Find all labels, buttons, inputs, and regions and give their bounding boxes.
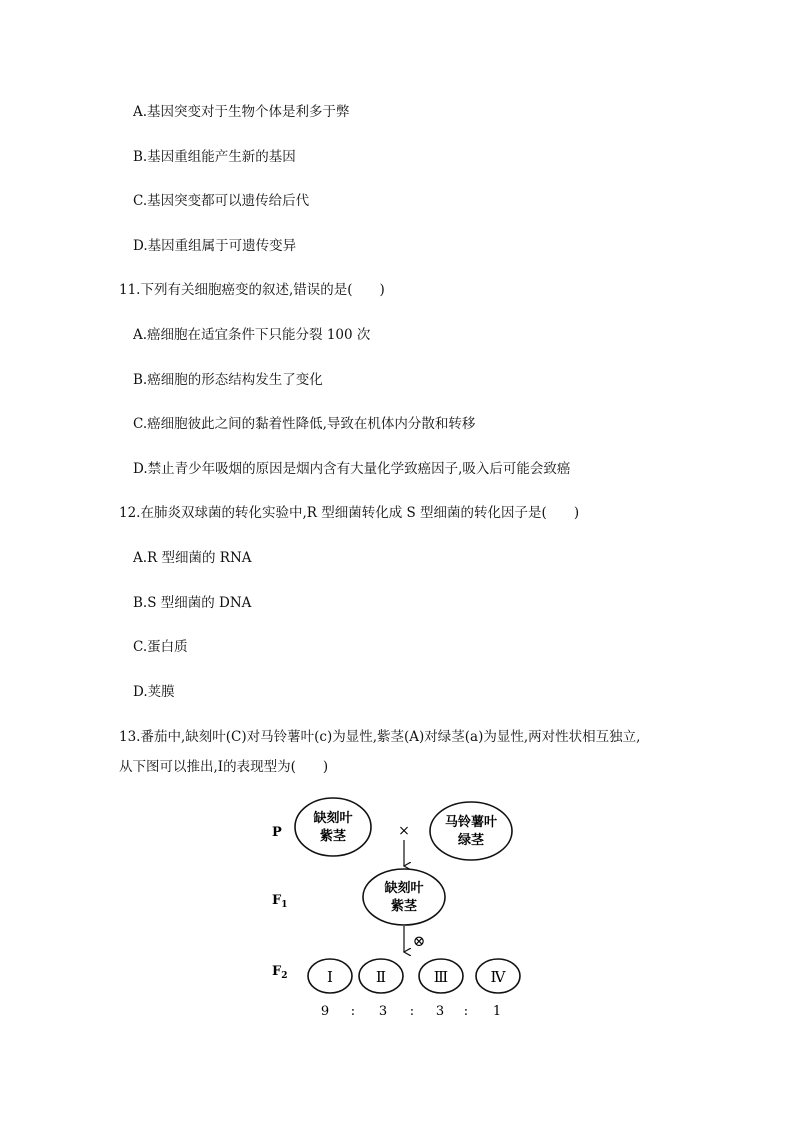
generation-label-f1: $F_1$ — [272, 893, 288, 910]
q11-option-b: B.癌细胞的形态结构发生了变化 — [133, 372, 323, 388]
q11-stem: 11.下列有关细胞癌变的叙述,错误的是( ) — [119, 282, 385, 298]
q13-stem-line2: 从下图可以推出,Ⅰ的表现型为( ) — [119, 759, 329, 775]
f2-label-3: Ⅲ — [433, 968, 449, 986]
f1-stem: 紫茎 — [390, 899, 418, 914]
q11-option-c: C.癌细胞彼此之间的黏着性降低,导致在机体内分散和转移 — [133, 416, 476, 432]
f2-label-2: Ⅱ — [375, 968, 387, 986]
ratio-value-3: 3 — [435, 1004, 445, 1019]
q13-stem-line1: 13.番茄中,缺刻叶(C)对马铃薯叶(c)为显性,紫茎(A)对绿茎(a)为显性,两对性状相互独立, — [119, 729, 641, 745]
ratio-separator-3: : — [463, 1004, 469, 1019]
q11-option-d: D.禁止青少年吸烟的原因是烟内含有大量化学致癌因子,吸入后可能会致癌 — [133, 461, 571, 477]
generation-label-p: P — [272, 825, 282, 840]
ratio-value-2: 3 — [378, 1004, 388, 1019]
q10-option-b: B.基因重组能产生新的基因 — [133, 149, 296, 165]
q12-option-c: C.蛋白质 — [133, 639, 188, 655]
f2-phenotype-1 — [308, 959, 352, 993]
f1-leaf: 缺刻叶 — [384, 881, 424, 896]
f1-phenotype — [363, 869, 445, 925]
q10-option-d: D.基因重组属于可遗传变异 — [133, 238, 297, 254]
ratio-value-1: 9 — [320, 1004, 330, 1019]
q12-option-b: B.S 型细菌的 DNA — [133, 595, 252, 611]
cross-symbol: × — [398, 823, 410, 839]
generation-label-f2: $F_2$ — [272, 964, 288, 981]
q10-option-a: A.基因突变对于生物个体是利多于弊 — [133, 104, 350, 120]
selfing-symbol: ⊗ — [412, 932, 426, 950]
parent-2-stem: 绿茎 — [457, 833, 485, 848]
parent-1-leaf: 缺刻叶 — [313, 811, 353, 826]
parent-2-phenotype — [430, 802, 512, 860]
ratio-value-4: 1 — [492, 1004, 502, 1019]
q12-option-a: A.R 型细菌的 RNA — [133, 550, 252, 566]
f2-phenotype-4 — [476, 959, 520, 993]
parent-2-leaf: 马铃薯叶 — [444, 815, 498, 830]
q10-option-c: C.基因突变都可以遗传给后代 — [133, 193, 310, 209]
parent-1-phenotype — [295, 798, 371, 856]
q12-stem: 12.在肺炎双球菌的转化实验中,R 型细菌转化成 S 型细菌的转化因子是( ) — [119, 505, 580, 521]
f2-phenotype-3 — [419, 959, 463, 993]
parent-1-stem: 紫茎 — [319, 829, 347, 844]
ratio-separator-1: : — [350, 1004, 356, 1019]
f2-label-4: Ⅳ — [490, 968, 506, 986]
q11-option-a: A.癌细胞在适宜条件下只能分裂 100 次 — [133, 327, 371, 343]
f2-label-1: Ⅰ — [327, 968, 333, 986]
q12-option-d: D.荚膜 — [133, 684, 175, 700]
ratio-separator-2: : — [409, 1004, 415, 1019]
f2-phenotype-2 — [359, 959, 403, 993]
